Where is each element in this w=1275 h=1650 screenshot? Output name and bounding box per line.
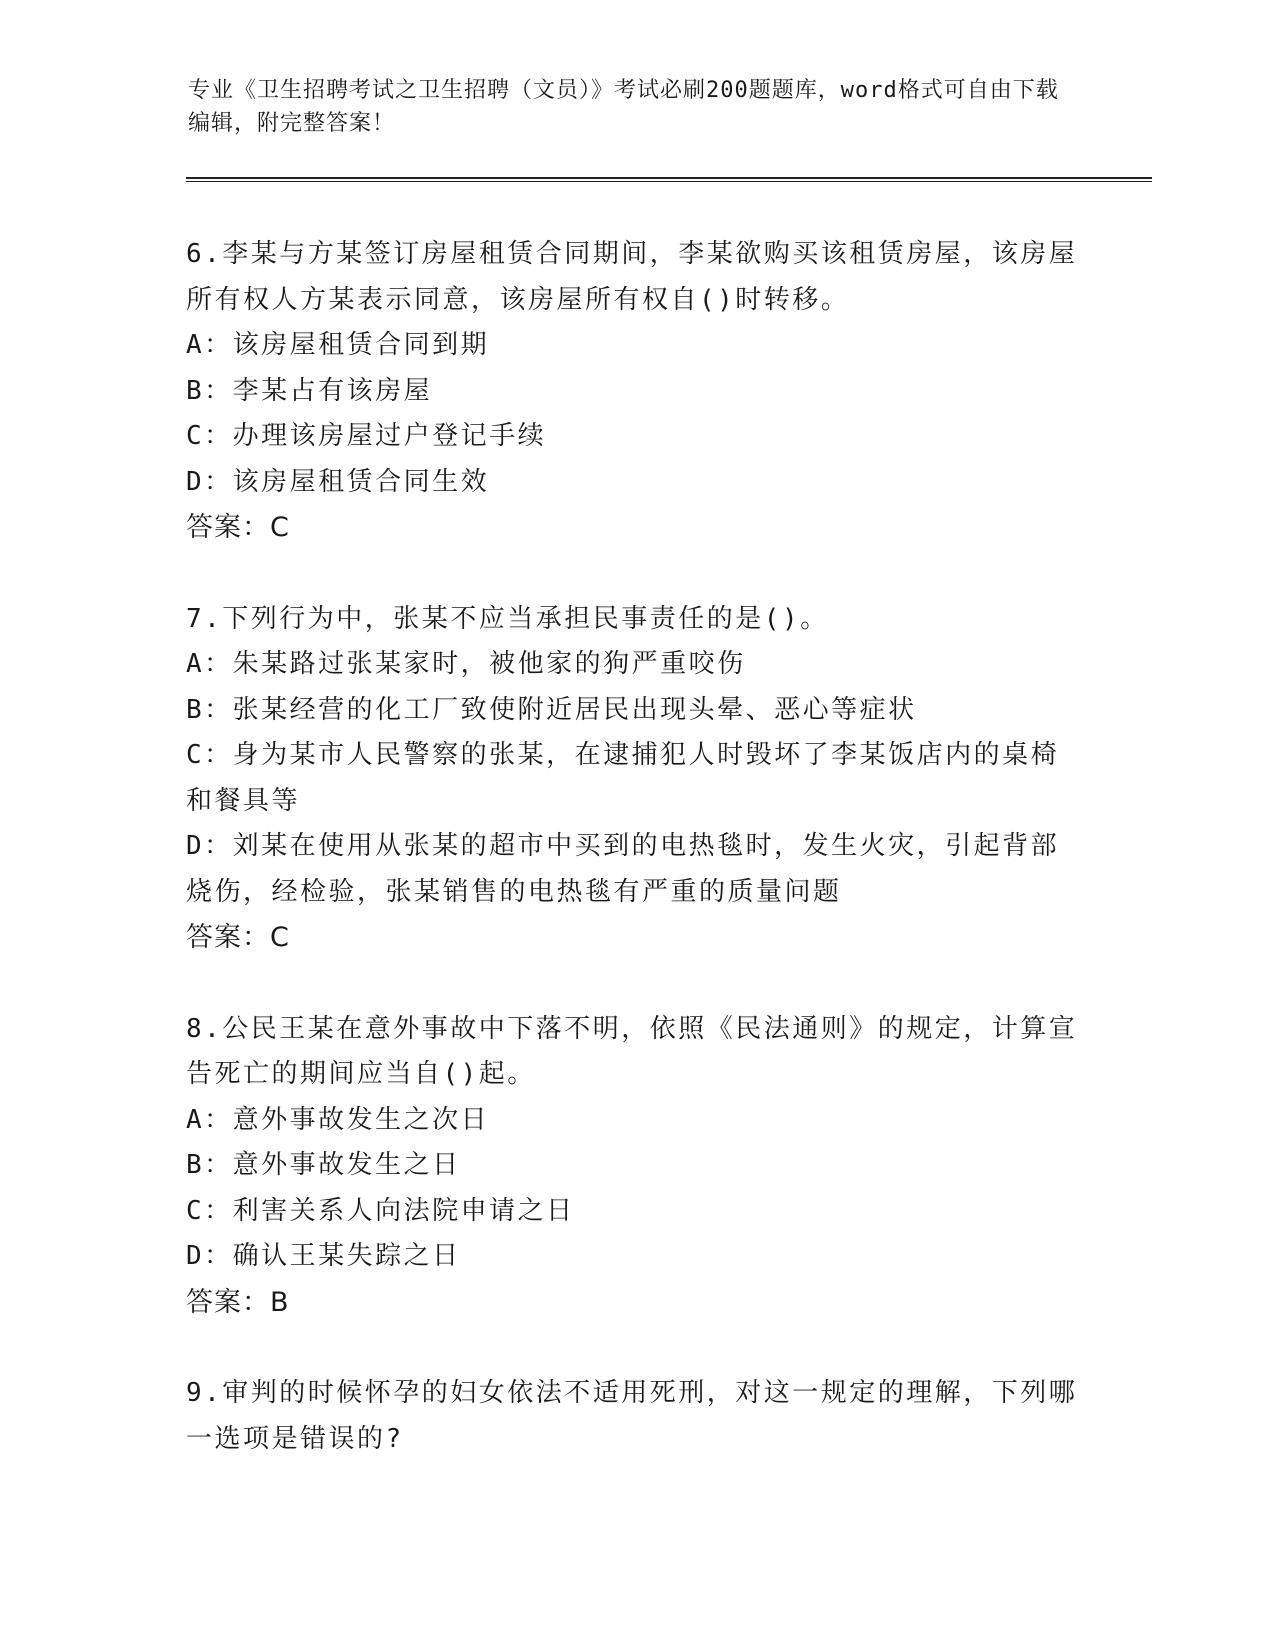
option-b: B：意外事故发生之日: [186, 1150, 461, 1180]
question-stem: 8.公民王某在意外事故中下落不明，依照《民法通则》的规定，计算宣告死亡的期间应当自()起。: [186, 1013, 1078, 1089]
question-6: [186, 232, 1086, 551]
question-7: [186, 597, 1086, 961]
question-stem: 7.下列行为中，张某不应当承担民事责任的是()。: [186, 603, 829, 634]
question-stem: 6.李某与方某签订房屋租赁合同期间，李某欲购买该租赁房屋，该房屋所有权人方某表示同意，该房屋所有权自()时转移。: [186, 239, 1078, 315]
question-list: [186, 232, 1086, 1508]
header-divider-thick: [186, 177, 1152, 179]
option-a: A：该房屋租赁合同到期: [186, 330, 490, 360]
option-d: D：刘某在使用从张某的超市中买到的电热毯时，发生火灾，引起背部烧伤，经检验，张某销售的电热毯有严重的质量问题: [186, 831, 1060, 907]
option-c: C：办理该房屋过户登记手续: [186, 421, 547, 451]
header-divider-thin: [186, 181, 1152, 182]
option-d: D：该房屋租赁合同生效: [186, 466, 490, 497]
option-b: B：李某占有该房屋: [186, 375, 433, 406]
question-9: [186, 1371, 1086, 1462]
question-stem: 9.审判的时候怀孕的妇女依法不适用死刑，对这一规定的理解，下列哪一选项是错误的?: [186, 1378, 1078, 1454]
answer-label: 答案：C: [186, 512, 290, 543]
option-b: B：张某经营的化工厂致使附近居民出现头晕、恶心等症状: [186, 694, 917, 725]
option-a: A：朱某路过张某家时，被他家的狗严重咬伤: [186, 649, 746, 679]
question-8: [186, 1007, 1086, 1326]
answer-label: 答案：B: [186, 1286, 290, 1318]
answer-label: 答案：C: [186, 922, 290, 953]
document-header: 专业《卫生招聘考试之卫生招聘（文员）》考试必刷200题题库，word格式可自由下载编辑，附完整答案！: [188, 78, 1059, 136]
option-d: D：确认王某失踪之日: [186, 1241, 461, 1271]
option-c: C：利害关系人向法院申请之日: [186, 1195, 575, 1226]
option-a: A：意外事故发生之次日: [186, 1104, 490, 1135]
option-c: C：身为某市人民警察的张某，在逮捕犯人时毁坏了李某饭店内的桌椅和餐具等: [186, 740, 1060, 816]
